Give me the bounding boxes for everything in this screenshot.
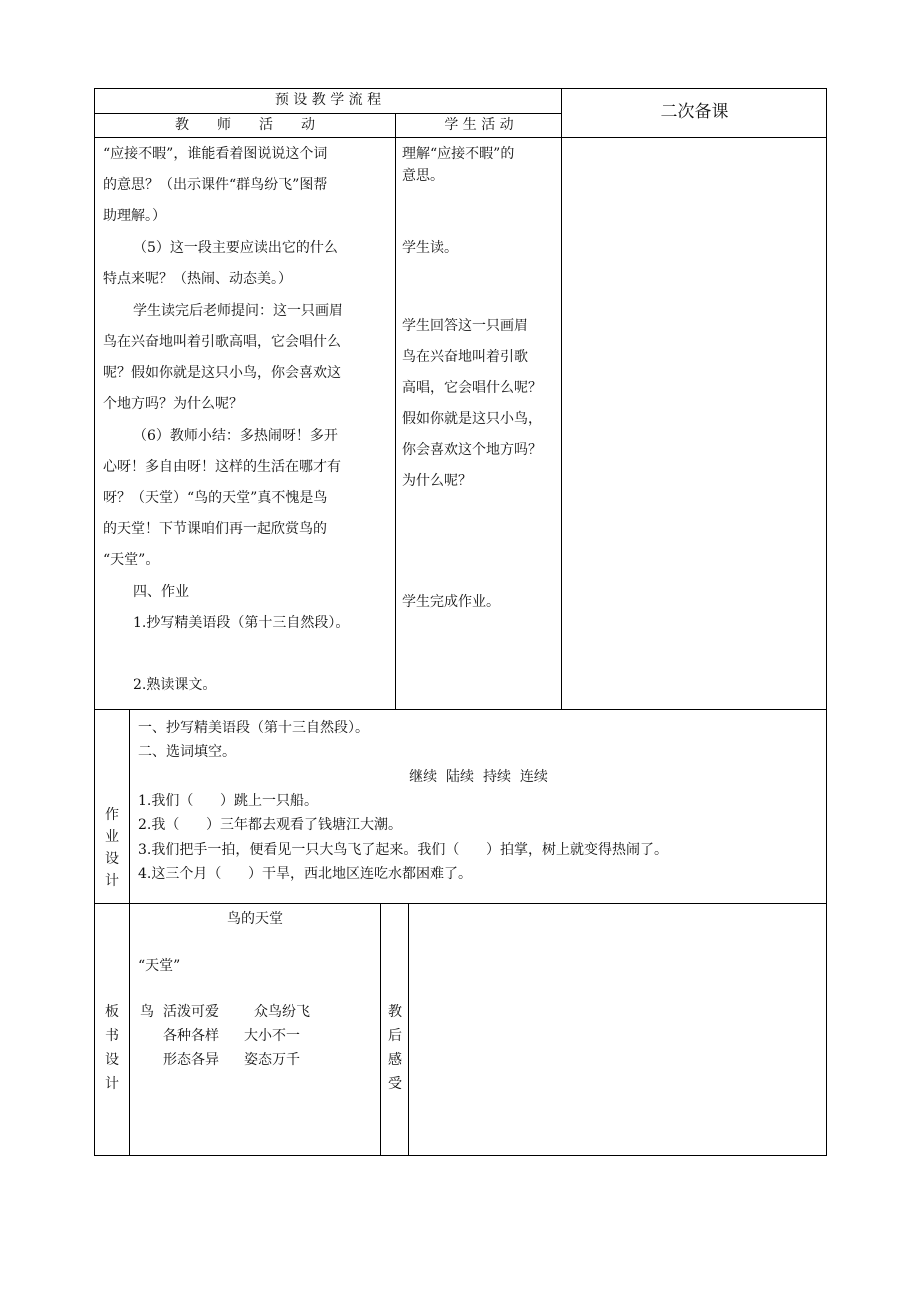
student-line: 高唱，它会唱什么呢？ xyxy=(402,380,542,396)
teacher-line: 助理解。） xyxy=(103,208,166,224)
table-divider-flow xyxy=(94,113,562,114)
homework-label-char: 业 xyxy=(105,829,119,845)
flow-title: 预 设 教 学 流 程 xyxy=(274,92,382,108)
second-prep-header: 二次备课 xyxy=(660,102,729,122)
reflection-label-char: 后 xyxy=(388,1028,402,1044)
homework-line: 4.这三个月（ ）干旱，西北地区连吃水都困难了。 xyxy=(138,866,473,882)
board-phrase: 姿态万千 xyxy=(244,1052,300,1068)
homework-line: 3.我们把手一拍，便看见一只大鸟飞了起来。我们（ ）拍掌，树上就变得热闹了。 xyxy=(138,842,669,858)
board-phrase: 大小不一 xyxy=(244,1028,300,1044)
student-activity-header: 学 生 活 动 xyxy=(444,117,514,133)
reflection-label-char: 感 xyxy=(388,1052,402,1068)
teacher-line: 呀？（天堂）“鸟的天堂”真不愧是鸟 xyxy=(103,490,328,506)
table-border-right xyxy=(826,88,827,1156)
teacher-line: （6）教师小结：多热闹呀！多开 xyxy=(133,428,338,444)
reflection-label-char: 教 xyxy=(388,1004,402,1020)
teacher-line: 个地方吗？为什么呢？ xyxy=(103,396,243,412)
board-label-char: 计 xyxy=(105,1076,119,1092)
board-phrase: 活泼可爱 xyxy=(163,1004,219,1020)
student-line: 鸟在兴奋地叫着引歌 xyxy=(402,349,528,365)
board-subtitle: “天堂” xyxy=(138,958,181,974)
table-divider-board xyxy=(94,903,827,904)
table-divider-header xyxy=(94,137,827,138)
homework-label-char: 设 xyxy=(105,851,119,867)
table-divider-board-right xyxy=(380,903,381,1156)
table-divider-student-prep xyxy=(561,88,562,710)
teacher-line: 的天堂！下节课咱们再一起欣赏鸟的 xyxy=(103,521,327,537)
board-label-char: 板 xyxy=(105,1004,119,1020)
teacher-line: （5）这一段主要应读出它的什么 xyxy=(133,240,338,256)
student-line: 为什么呢？ xyxy=(402,473,472,489)
student-line: 学生读。 xyxy=(402,240,458,256)
student-line: 假如你就是这只小鸟， xyxy=(402,411,542,427)
table-divider-reflection-label xyxy=(408,903,409,1156)
board-phrase: 众鸟纷飞 xyxy=(254,1004,310,1020)
table-divider-homework xyxy=(94,709,827,710)
teacher-line: 1.抄写精美语段（第十三自然段）。 xyxy=(133,615,350,631)
homework-label-char: 作 xyxy=(105,807,119,823)
teacher-line: “天堂”。 xyxy=(103,552,160,568)
student-line: 意思。 xyxy=(402,168,444,184)
homework-line: 二、选词填空。 xyxy=(138,744,236,760)
board-label-char: 书 xyxy=(105,1028,119,1044)
student-line: 学生完成作业。 xyxy=(402,594,500,610)
teacher-line: 的意思？（出示课件“群鸟纷飞”图帮 xyxy=(103,177,328,193)
table-divider-teacher-student xyxy=(395,113,396,710)
homework-word-choices: 继续 陆续 持续 连续 xyxy=(409,769,548,785)
table-border-top xyxy=(94,88,827,89)
board-phrase: 形态各异 xyxy=(163,1052,219,1068)
table-border-bottom xyxy=(94,1155,827,1156)
homework-line: 1.我们（ ）跳上一只船。 xyxy=(138,793,319,809)
teacher-line: 学生读完后老师提问：这一只画眉 xyxy=(133,303,343,319)
teacher-line: 鸟在兴奋地叫着引歌高唱，它会唱什么 xyxy=(103,334,341,350)
teacher-line: 2.熟读课文。 xyxy=(133,677,217,693)
student-line: 学生回答这一只画眉 xyxy=(402,318,528,334)
homework-line: 2.我（ ）三年都去观看了钱塘江大潮。 xyxy=(138,817,403,833)
board-title: 鸟的天堂 xyxy=(227,911,283,927)
table-border-left xyxy=(94,88,95,1156)
homework-label-char: 计 xyxy=(105,873,119,889)
student-line: 理解“应接不暇”的 xyxy=(402,146,515,162)
teacher-line: “应接不暇”，谁能看着图说说这个词 xyxy=(103,146,328,162)
teacher-line: 四、作业 xyxy=(133,584,189,600)
board-label-char: 设 xyxy=(105,1052,119,1068)
board-phrase: 各种各样 xyxy=(163,1028,219,1044)
teacher-line: 心呀！多自由呀！这样的生活在哪才有 xyxy=(103,459,341,475)
teacher-activity-header: 教 师 活 动 xyxy=(175,117,315,133)
reflection-label-char: 受 xyxy=(388,1076,402,1092)
homework-line: 一、抄写精美语段（第十三自然段）。 xyxy=(138,720,369,736)
teacher-line: 特点来呢？（热闹、动态美。） xyxy=(103,271,292,287)
student-line: 你会喜欢这个地方吗？ xyxy=(402,442,542,458)
board-bird: 鸟 xyxy=(140,1004,154,1020)
teacher-line: 呢？假如你就是这只小鸟，你会喜欢这 xyxy=(103,365,341,381)
